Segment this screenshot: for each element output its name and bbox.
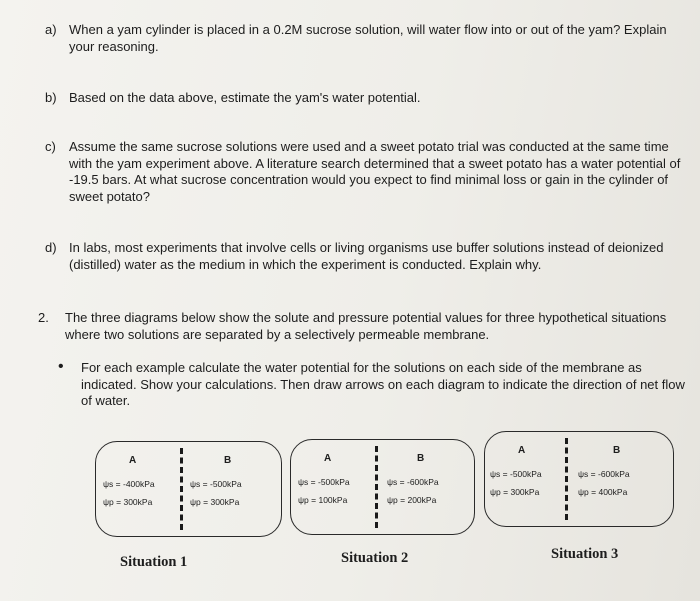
side-b-pressure-potential: ψp = 300kPa	[190, 497, 240, 507]
side-b-pressure-potential: ψp = 200kPa	[387, 495, 437, 505]
bullet-marker: •	[58, 358, 64, 375]
membrane-line	[375, 446, 378, 528]
side-a-solute-potential: ψs = -500kPa	[298, 477, 350, 487]
question-b-label: b)	[45, 90, 57, 105]
situation-3-diagram	[484, 431, 674, 527]
side-b-header: B	[224, 455, 232, 466]
question-d-label: d)	[45, 240, 57, 255]
side-a-pressure-potential: ψp = 300kPa	[490, 487, 540, 497]
question-b-text: Based on the data above, estimate the yam's water potential.	[69, 90, 421, 105]
question-d-text: In labs, most experiments that involve cells or living organisms use buffer solutions instead of deionized (distilled) water as the medium in which the experiment is conducted. Explain why.	[69, 240, 664, 272]
situation-1-diagram	[95, 441, 282, 537]
side-a-header: A	[324, 453, 332, 464]
situation-2-title: Situation 2	[341, 550, 409, 566]
question-2-label: 2.	[38, 310, 49, 325]
side-b-solute-potential: ψs = -500kPa	[190, 479, 242, 489]
side-a-pressure-potential: ψp = 300kPa	[103, 497, 153, 507]
side-a-pressure-potential: ψp = 100kPa	[298, 495, 348, 505]
question-2-text: The three diagrams below show the solute and pressure potential values for three hypothetical situations where two solutions are separated by a selectively permeable membrane.	[65, 310, 667, 342]
side-b-solute-potential: ψs = -600kPa	[387, 477, 439, 487]
side-a-solute-potential: ψs = -400kPa	[103, 479, 155, 489]
side-b-header: B	[417, 453, 425, 464]
situation-2-diagram	[290, 439, 475, 535]
side-b-solute-potential: ψs = -600kPa	[578, 469, 630, 479]
membrane-line	[180, 448, 183, 530]
question-a-text: When a yam cylinder is placed in a 0.2M sucrose solution, will water flow into or out of the yam? Explain your reasoning.	[69, 22, 667, 54]
situation-3-title: Situation 3	[551, 546, 619, 562]
side-b-pressure-potential: ψp = 400kPa	[578, 487, 628, 497]
question-2-bullet-text: For each example calculate the water potential for the solutions on each side of the membrane as indicated. Show your calculations. Then draw arrows on each diagram to indicate the direction of net flow of water.	[81, 360, 685, 408]
side-a-header: A	[129, 455, 137, 466]
side-b-header: B	[613, 445, 621, 456]
question-c-text: Assume the same sucrose solutions were used and a sweet potato trial was conducted at the same time with the yam experiment above. A literature search determined that a sweet potato has a water potential of -19.5 bars. At what sucrose concentration would you expect to find minimal loss or gain in the cylinder of sweet potato?	[69, 139, 681, 204]
side-a-solute-potential: ψs = -500kPa	[490, 469, 542, 479]
question-c-label: c)	[45, 139, 56, 154]
question-a-label: a)	[45, 22, 57, 37]
side-a-header: A	[518, 445, 526, 456]
membrane-line	[565, 438, 568, 520]
situation-1-title: Situation 1	[120, 554, 188, 570]
